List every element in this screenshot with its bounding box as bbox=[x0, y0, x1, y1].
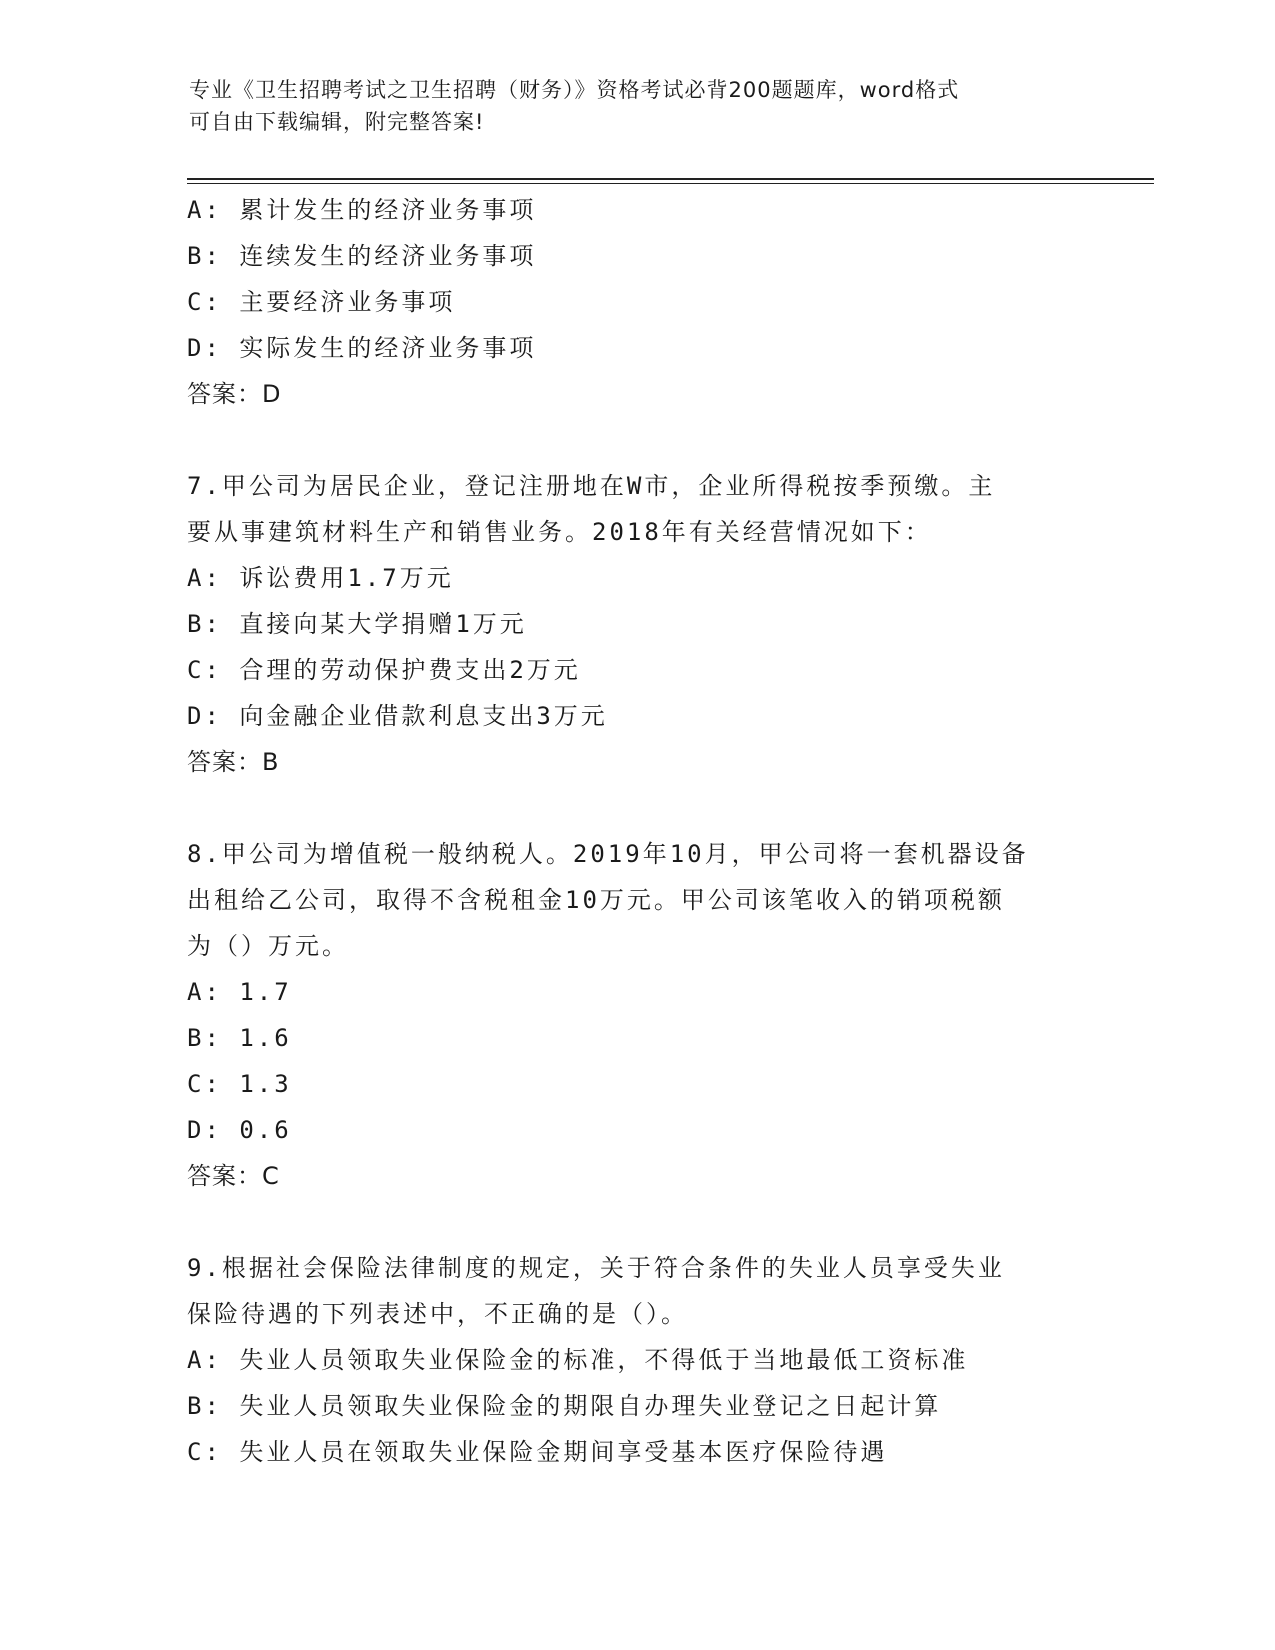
q8-answer: 答案：C bbox=[187, 1162, 280, 1190]
question-list bbox=[187, 187, 1087, 1475]
question-6-options bbox=[187, 187, 1087, 417]
q8-option-b: B: 1.6 bbox=[187, 1024, 292, 1052]
q7-option-d: D: 向金融企业借款利息支出3万元 bbox=[187, 702, 608, 730]
q7-option-c: C: 合理的劳动保护费支出2万元 bbox=[187, 656, 581, 684]
header-divider-thick bbox=[187, 178, 1154, 180]
q9-option-b: B: 失业人员领取失业保险金的期限自办理失业登记之日起计算 bbox=[187, 1392, 942, 1420]
q6-option-c: C: 主要经济业务事项 bbox=[187, 288, 456, 316]
q7-option-a: A: 诉讼费用1.7万元 bbox=[187, 564, 454, 592]
q7-answer: 答案：B bbox=[187, 748, 280, 776]
spacer bbox=[187, 417, 1087, 463]
q9-option-c: C: 失业人员在领取失业保险金期间享受基本医疗保险待遇 bbox=[187, 1438, 888, 1466]
q8-option-a: A: 1.7 bbox=[187, 978, 292, 1006]
document-header bbox=[189, 74, 1089, 138]
q7-option-b: B: 直接向某大学捐赠1万元 bbox=[187, 610, 527, 638]
q9-stem-line-1: 9.根据社会保险法律制度的规定，关于符合条件的失业人员享受失业 bbox=[187, 1254, 1005, 1282]
q6-option-a: A: 累计发生的经济业务事项 bbox=[187, 196, 537, 224]
question-7 bbox=[187, 463, 1087, 785]
spacer bbox=[187, 785, 1087, 831]
q8-stem-line-1: 8.甲公司为增值税一般纳税人。2019年10月，甲公司将一套机器设备 bbox=[187, 840, 1029, 868]
q7-stem-line-2: 要从事建筑材料生产和销售业务。2018年有关经营情况如下： bbox=[187, 518, 932, 546]
q7-stem-line-1: 7.甲公司为居民企业，登记注册地在W市，企业所得税按季预缴。主 bbox=[187, 472, 996, 500]
q8-option-d: D: 0.6 bbox=[187, 1116, 292, 1144]
question-8 bbox=[187, 831, 1087, 1199]
header-divider-thin bbox=[187, 183, 1154, 184]
q8-stem-line-3: 为（）万元。 bbox=[187, 932, 349, 960]
q8-option-c: C: 1.3 bbox=[187, 1070, 292, 1098]
q9-stem-line-2: 保险待遇的下列表述中，不正确的是（）。 bbox=[187, 1300, 688, 1328]
spacer bbox=[187, 1199, 1087, 1245]
q6-option-b: B: 连续发生的经济业务事项 bbox=[187, 242, 537, 270]
question-9 bbox=[187, 1245, 1087, 1475]
q8-stem-line-2: 出租给乙公司，取得不含税租金10万元。甲公司该笔收入的销项税额 bbox=[187, 886, 1005, 914]
header-line-2: 可自由下载编辑，附完整答案! bbox=[189, 110, 485, 134]
header-line-1: 专业《卫生招聘考试之卫生招聘（财务）》资格考试必背200题题库，word格式 bbox=[189, 78, 960, 102]
q6-option-d: D: 实际发生的经济业务事项 bbox=[187, 334, 537, 362]
q9-option-a: A: 失业人员领取失业保险金的标准，不得低于当地最低工资标准 bbox=[187, 1346, 969, 1374]
q6-answer: 答案：D bbox=[187, 380, 282, 408]
